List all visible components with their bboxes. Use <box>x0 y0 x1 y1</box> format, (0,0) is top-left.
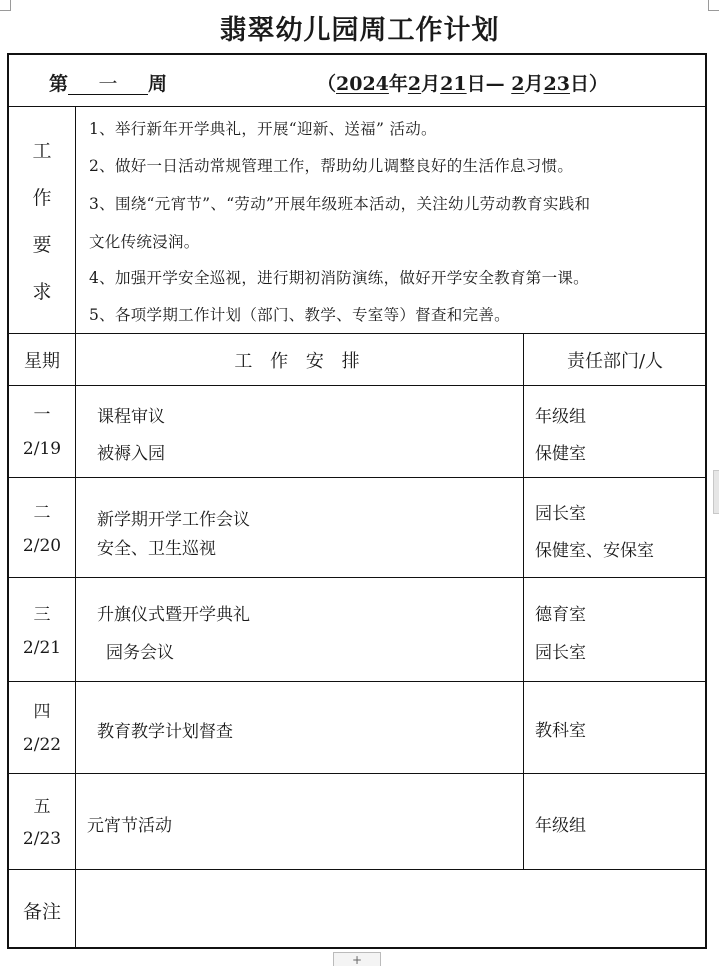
requirement-item: 4、加强开学安全巡视，进行期初消防演练，做好开学安全教育第一课。 <box>89 269 589 287</box>
weekday-label: 四 <box>33 702 51 722</box>
task-item: 安全、卫生巡视 <box>97 539 216 559</box>
date-start-month-unit: 月 <box>421 73 441 95</box>
row-divider <box>9 773 705 774</box>
requirement-item: 文化传统浸润。 <box>89 233 200 251</box>
week-number: 一 <box>68 74 148 95</box>
requirements-label-char: 要 <box>32 234 52 256</box>
task-item: 被褥入园 <box>97 444 165 464</box>
date-close-paren: ） <box>588 73 608 95</box>
week-row <box>9 55 705 107</box>
week-suffix: 周 <box>148 73 168 95</box>
requirements-label-char: 作 <box>32 187 52 209</box>
plan-table <box>7 53 707 949</box>
row-divider <box>9 869 705 870</box>
task-item: 教育教学计划督查 <box>97 722 233 742</box>
column-divider <box>523 333 524 869</box>
weekday-date: 2/22 <box>22 735 62 755</box>
owner-item: 年级组 <box>535 407 586 427</box>
task-item: 园务会议 <box>106 643 174 663</box>
weekday-date: 2/23 <box>22 829 62 849</box>
requirements-label-char: 工 <box>32 140 52 162</box>
row-divider <box>9 333 705 334</box>
date-end-day: 23 <box>543 73 570 95</box>
task-item: 课程审议 <box>97 407 165 427</box>
page-title: 翡翠幼儿园周工作计划 <box>219 15 500 46</box>
task-item: 升旗仪式暨开学典礼 <box>97 605 250 625</box>
column-divider <box>75 107 76 949</box>
owner-item: 园长室 <box>535 643 586 663</box>
weekday-label: 五 <box>33 797 51 817</box>
requirements-label-char: 求 <box>32 281 52 303</box>
date-end-month: 2 <box>511 73 525 95</box>
task-item: 新学期开学工作会议 <box>97 510 250 530</box>
date-year-unit: 年 <box>388 73 408 95</box>
weekday-date: 2/19 <box>22 439 62 459</box>
header-work: 工 作 安 排 <box>234 351 366 372</box>
week-label <box>49 69 167 96</box>
requirements-label <box>9 107 75 333</box>
date-end-day-unit: 日 <box>569 73 589 95</box>
plus-icon[interactable]: + <box>333 952 381 966</box>
requirement-item: 5、各项学期工作计划（部门、教学、专室等）督查和完善。 <box>89 306 510 324</box>
row-divider <box>9 385 705 386</box>
row-divider <box>9 106 705 107</box>
header-day: 星期 <box>24 351 60 372</box>
date-year: 2024 <box>336 73 389 95</box>
owner-item: 德育室 <box>535 605 586 625</box>
row-divider <box>9 577 705 578</box>
date-end-month-unit: 月 <box>524 73 544 95</box>
side-scroll-tab[interactable] <box>713 470 719 514</box>
owner-item: 保健室 <box>535 444 586 464</box>
requirement-item: 3、围绕“元宵节”、“劳动”开展年级班本活动，关注幼儿劳动教育实践和 <box>89 195 591 213</box>
owner-item: 保健室、安保室 <box>535 541 654 561</box>
owner-item: 年级组 <box>535 816 586 836</box>
date-range <box>317 69 608 96</box>
owner-item: 园长室 <box>535 504 586 524</box>
weekday-date: 2/20 <box>22 536 62 556</box>
date-dash: — <box>485 73 505 95</box>
row-divider <box>9 681 705 682</box>
week-prefix: 第 <box>49 73 69 95</box>
date-start-day-unit: 日 <box>466 73 486 95</box>
task-item: 元宵节活动 <box>87 816 172 836</box>
owner-item: 教科室 <box>535 721 586 741</box>
weekday-label: 二 <box>33 503 51 523</box>
date-start-month: 2 <box>407 73 422 95</box>
date-start-day: 21 <box>440 73 467 95</box>
weekday-date: 2/21 <box>22 638 62 658</box>
weekday-label: 三 <box>33 605 51 625</box>
requirement-item: 1、举行新年开学典礼，开展“迎新、送福” 活动。 <box>89 120 437 138</box>
header-responsible: 责任部门/人 <box>566 351 664 372</box>
row-divider <box>9 477 705 478</box>
weekday-label: 一 <box>33 405 51 425</box>
remarks-label: 备注 <box>22 901 61 923</box>
requirement-item: 2、做好一日活动常规管理工作，帮助幼儿调整良好的生活作息习惯。 <box>89 157 574 175</box>
date-open-paren: （ <box>317 73 337 95</box>
